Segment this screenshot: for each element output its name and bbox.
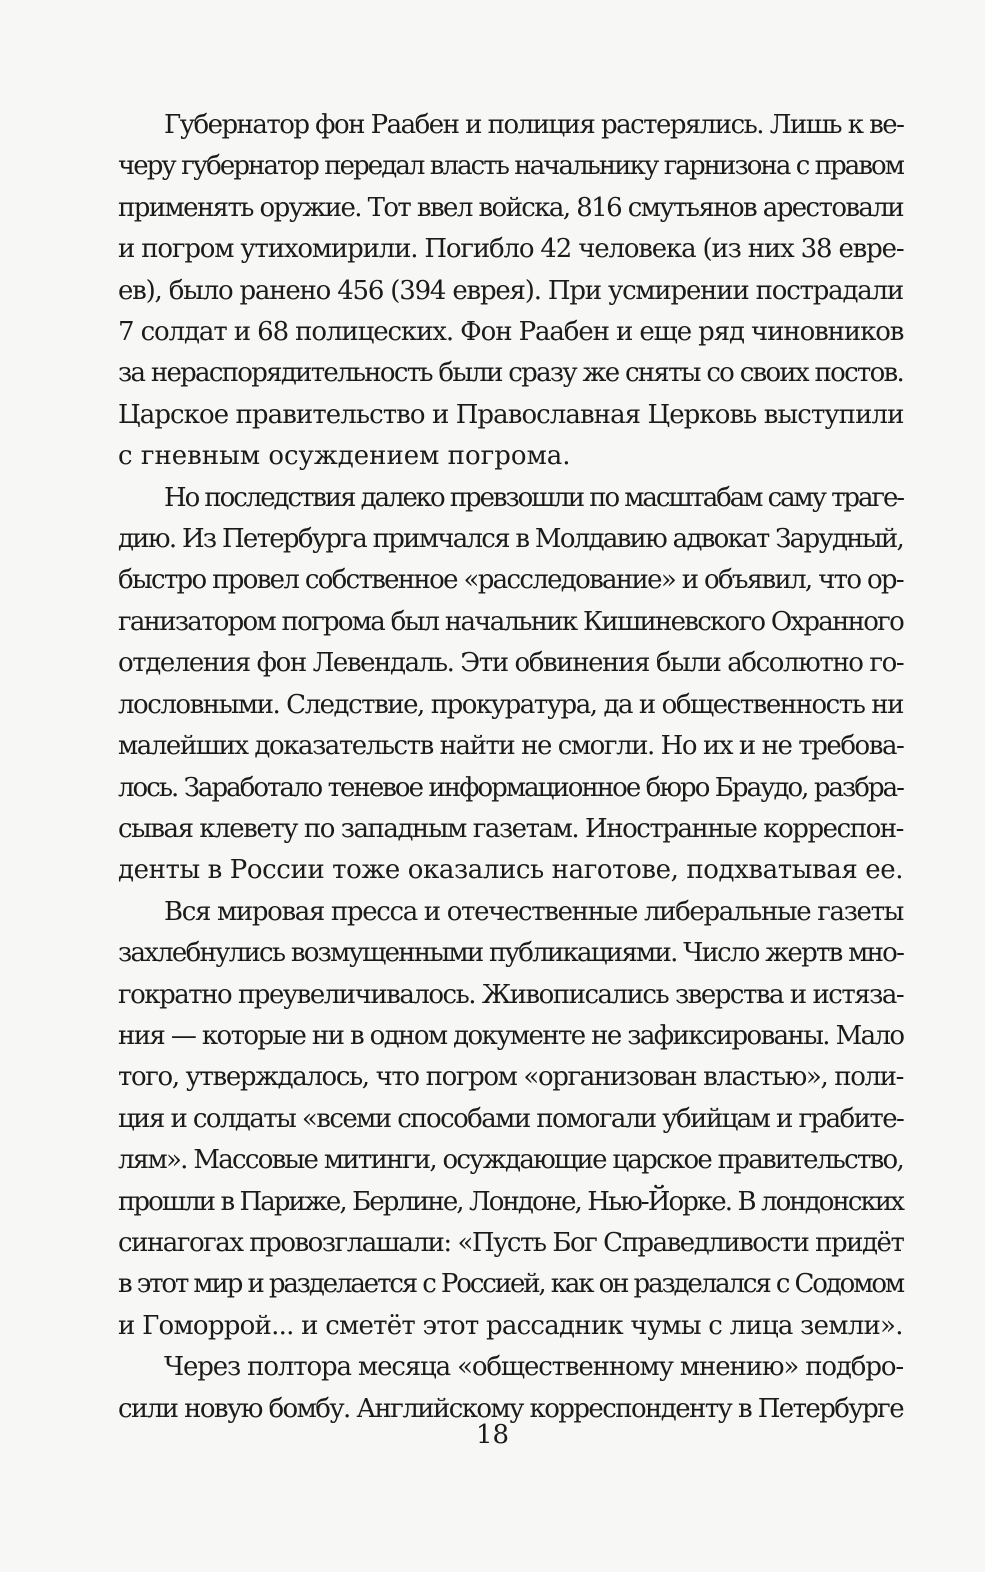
text-line: дию. Из Петербурга примчался в Молдавию адвокат Зарудный, <box>118 524 903 555</box>
text-line: лословными. Следствие, прокуратура, да и общественность ни <box>118 689 903 720</box>
text-line: Через полтора месяца «общественному мнению» подбро- <box>164 1352 903 1383</box>
text-line: 7 солдат и 68 полицеских. Фон Раабен и еще ряд чиновников <box>118 317 904 348</box>
text-line: ев), было ранено 456 (394 еврея). При усмирении пострадали <box>118 275 903 306</box>
text-line: за нераспорядительность были сразу же сняты со своих постов. <box>118 358 903 389</box>
text-line: ния — которые ни в одном документе не зафиксированы. Мало <box>118 1020 904 1051</box>
text-line: Губернатор фон Раабен и полиция растерялись. Лишь к ве- <box>164 110 904 140</box>
text-line: черу губернатор передал власть начальнику гарнизона с правом <box>118 151 904 182</box>
text-line: денты в России тоже оказались наготове, подхватывая ее. <box>118 855 904 886</box>
text-line: синагогах провозглашали: «Пусть Бог Справедливости придёт <box>118 1227 904 1258</box>
text-line: того, утверждалось, что погром «организован властью», поли- <box>118 1062 903 1093</box>
paragraph-4 <box>118 1347 903 1430</box>
text-line: сили новую бомбу. Английскому корреспонденту в Петербурге <box>118 1393 903 1424</box>
text-line: и Гоморрой... и сметёт этот рассадник чумы с лица земли». <box>118 1310 903 1341</box>
paragraph-3 <box>118 892 903 1347</box>
text-line: применять оружие. Тот ввел войска, 816 смутьянов арестовали <box>118 192 903 223</box>
text-line: ганизатором погрома был начальник Кишиневского Охранного <box>118 606 903 637</box>
paragraph-1 <box>118 105 903 478</box>
text-line: и погром утихомирили. Погибло 42 человека (из них 38 евре- <box>118 234 904 265</box>
text-line: лось. Заработало теневое информационное бюро Браудо, разбра- <box>118 772 903 803</box>
text-line: Царское правительство и Православная Церковь выступили <box>118 399 904 430</box>
text-line: сывая клевету по западным газетам. Иностранные корреспон- <box>118 813 903 844</box>
text-line: Вся мировая пресса и отечественные либеральные газеты <box>164 896 903 927</box>
text-line: малейших доказательств найти не смогли. Но их и не требова- <box>118 731 904 762</box>
page-body <box>118 105 903 1430</box>
text-line: прошли в Париже, Берлине, Лондоне, Нью-Йорке. В лондонских <box>118 1186 903 1217</box>
text-line: Но последствия далеко превзошли по масштабам саму траге- <box>164 482 903 513</box>
paragraph-2 <box>118 478 903 892</box>
text-line: в этот мир и разделается с Россией, как он разделался с Содомом <box>118 1269 903 1300</box>
text-line: ция и солдаты «всеми способами помогали убийцам и грабите- <box>118 1103 904 1134</box>
page-number: 18 <box>475 1420 510 1450</box>
text-line: лям». Массовые митинги, осуждающие царское правительство, <box>118 1145 903 1176</box>
text-line: отделения фон Левендаль. Эти обвинения были абсолютно го- <box>118 648 904 679</box>
text-line: быстро провел собственное «расследование» и объявил, что ор- <box>118 565 903 596</box>
text-line: с гневным осуждением погрома. <box>118 441 571 472</box>
text-line: захлебнулись возмущенными публикациями. Число жертв мно- <box>118 938 904 969</box>
text-line: гократно преувеличивалось. Живописались зверства и истяза- <box>118 979 904 1010</box>
